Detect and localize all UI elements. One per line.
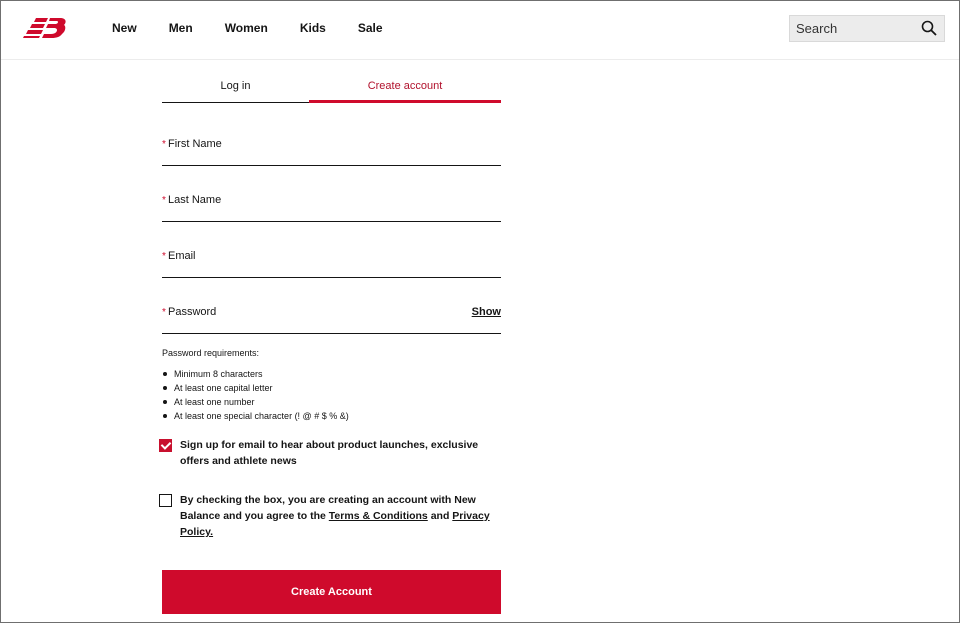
terms-row [159,492,504,540]
password-field[interactable] [162,304,501,334]
search-icon[interactable] [921,20,937,36]
email-signup-row [159,437,504,469]
auth-tabs [162,72,501,103]
nav-men[interactable]: Men [168,21,193,35]
email-signup-text: Sign up for email to hear about product launches, exclusive offers and athlete news [180,439,479,467]
last-name-input[interactable] [162,192,501,221]
terms-text-before: By checking the box, you are creating an account with New Balance and you agree to the [180,494,476,522]
tab-create-account[interactable]: Create account [309,72,501,103]
required-mark: * [162,139,166,150]
requirement-item: At least one capital letter [162,381,502,395]
email-label: Email [168,250,196,262]
first-name-input[interactable] [162,136,501,165]
required-mark: * [162,195,166,206]
main-nav [112,20,415,36]
last-name-label: Last Name [168,194,222,206]
password-requirements-list [162,367,502,423]
site-header [0,0,960,60]
search-input[interactable] [790,16,916,41]
show-password-link[interactable]: Show [471,306,501,318]
terms-checkbox[interactable] [159,494,172,507]
terms-conditions-link[interactable]: Terms & Conditions [328,510,428,522]
search-box [789,15,945,42]
required-mark: * [162,251,166,262]
password-label: Password [168,306,217,318]
nav-women[interactable]: Women [224,21,268,35]
email-signup-checkbox[interactable] [159,439,172,452]
first-name-field[interactable] [162,136,501,166]
tab-log-in[interactable]: Log in [162,72,309,103]
nav-sale[interactable]: Sale [357,21,383,35]
terms-text [180,492,504,540]
privacy-policy-link[interactable]: Privacy Policy. [180,510,490,538]
email-input[interactable] [162,248,501,277]
first-name-label: First Name [168,138,222,150]
password-requirements-title: Password requirements: [162,348,260,358]
nav-kids[interactable]: Kids [299,21,326,35]
requirement-item: At least one number [162,395,502,409]
password-input[interactable] [162,304,501,333]
last-name-field[interactable] [162,192,501,222]
requirement-item: Minimum 8 characters [162,367,502,381]
terms-and: and [427,510,453,522]
create-account-button[interactable]: Create Account [162,570,501,614]
nb-logo-icon[interactable] [22,16,68,40]
email-field[interactable] [162,248,501,278]
required-mark: * [162,307,166,318]
password-requirements [162,348,502,423]
requirement-item: At least one special character (! @ # $ % &) [162,409,502,423]
nav-new[interactable]: New [112,21,137,35]
